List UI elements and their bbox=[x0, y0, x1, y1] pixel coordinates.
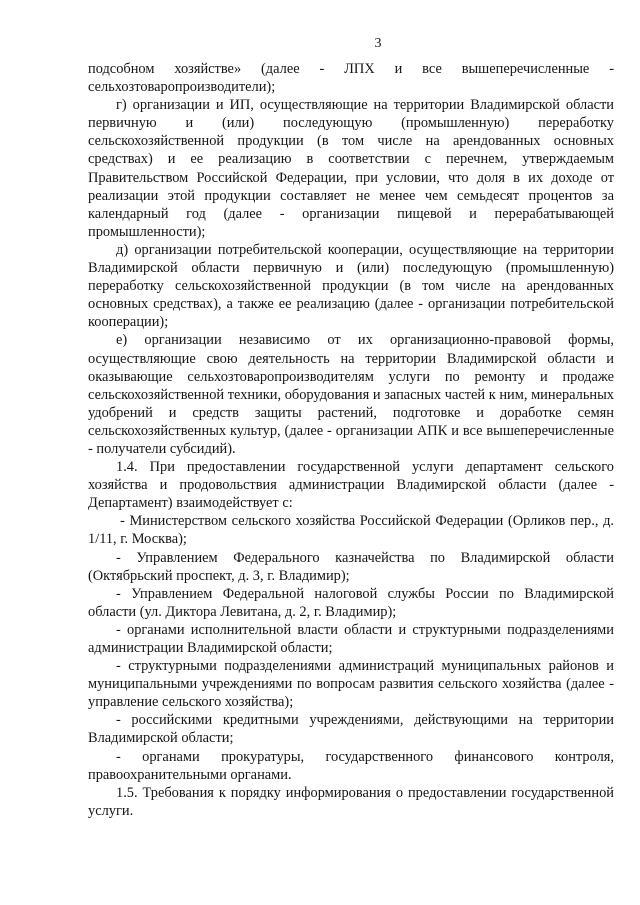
list-item-prosecution: - органами прокуратуры, государственного финансового контроля, правоохранительными органами. bbox=[88, 748, 614, 783]
list-item-treasury: - Управлением Федерального казначейства по Владимирской области (Октябрьский проспект, д. 3, г. Владимир); bbox=[88, 549, 614, 584]
list-item-municipal-units: - структурными подразделениями администраций муниципальных районов и муниципальными учреждениями по вопросам развития сельского хозяйства (далее - управление сельского хозяйства); bbox=[88, 658, 614, 711]
list-item-executive-bodies: - органами исполнительной власти области и структурными подразделениями администрации Владимирской области; bbox=[88, 621, 614, 656]
list-item-credit-institutions: - российскими кредитными учреждениями, действующими на территории Владимирской области; bbox=[88, 712, 614, 747]
paragraph-section-1-4: 1.4. При предоставлении государственной услуги департамент сельского хозяйства и продовольствия администрации Владимирской области (далее - Департамент) взаимодействует с: bbox=[88, 459, 614, 512]
paragraph-item-e: е) организации независимо от их организационно-правовой формы, осуществляющие свою деятельность на территории Владимирской области и оказывающие сельхозтоваропроизводителям услуги по ремонту и продаже сельскохозяйственной техники, оборудования и запасных частей к ним, минеральных удобрений и средств защиты растений, подготовке и доработке семян сельскохозяйственных культур, (далее - организации АПК и все вышеперечисленные - получатели субсидий). bbox=[88, 332, 614, 457]
list-item-ministry: - Министерством сельского хозяйства Российской Федерации (Орликов пер., д. 1/11, г. Москва); bbox=[88, 513, 614, 548]
paragraph-item-g: г) организации и ИП, осуществляющие на территории Владимирской области первичную и (или) последующую (промышленную) переработку сельскохозяйственной продукции (в том числе на арендованных основных средствах) и ее реализацию в соответствии с перечнем, утверждаемым Правительством Российской Федерации, при условии, что доля в их доходе от реализации этой продукции составляет не менее чем семьдесят процентов за календарный год (далее - организации пищевой и перерабатывающей промышленности); bbox=[88, 97, 614, 240]
paragraph-item-d: д) организации потребительской кооперации, осуществляющие на территории Владимирской области первичную и (или) последующую (промышленную) переработку сельскохозяйственной продукции (в том числе на арендованных основных средствах), а также ее реализацию (далее - организации потребительской кооперации); bbox=[88, 241, 614, 331]
page-number: 3 bbox=[374, 36, 382, 51]
paragraph-lph-continuation: подсобном хозяйстве» (далее - ЛПХ и все вышеперечисленные - сельхозтоваропроизводители); bbox=[88, 61, 614, 96]
list-item-tax-service: - Управлением Федеральной налоговой службы России по Владимирской области (ул. Диктора Левитана, д. 2, г. Владимир); bbox=[88, 585, 614, 620]
paragraph-section-1-5: 1.5. Требования к порядку информирования о предоставлении государственной услуги. bbox=[88, 784, 614, 819]
